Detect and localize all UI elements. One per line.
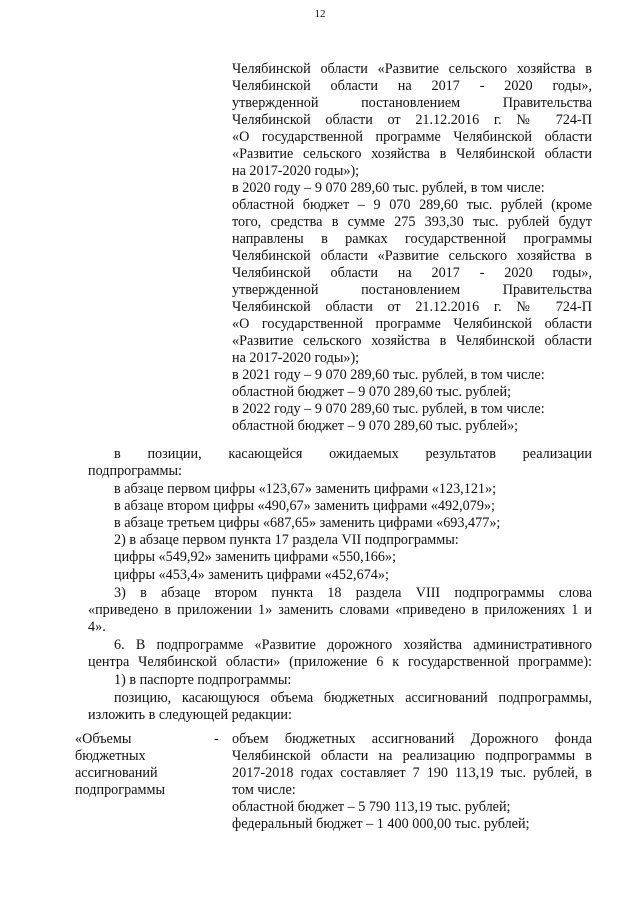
table-value-line: федеральный бюджет – 1 400 000,00 тыс. рублей; — [232, 816, 530, 832]
text-line: утвержденной постановлением Правительства — [232, 95, 592, 111]
text-line: Челябинской области от 21.12.2016 г. № 724-П — [232, 112, 592, 128]
text-line: «О государственной программе Челябинской области — [232, 316, 592, 332]
text-line: «Развитие сельского хозяйства в Челябинской области — [232, 333, 592, 349]
text-line: Челябинской области от 21.12.2016 г. № 724-П — [232, 299, 592, 315]
paragraph-line: 1) в паспорте подпрограммы: — [114, 672, 292, 688]
table-label-line: подпрограммы — [75, 782, 165, 798]
text-line: в 2020 году – 9 070 289,60 тыс. рублей, в том числе: — [232, 180, 545, 196]
text-line: областной бюджет – 9 070 289,60 тыс. рублей; — [232, 384, 512, 400]
paragraph-line: 4». — [88, 619, 106, 635]
paragraph-line: в абзаце первом цифры «123,67» заменить цифрами «123,121»; — [114, 481, 497, 497]
text-line: направлены в рамках государственной программы — [232, 231, 592, 247]
text-line: на 2017-2020 годы»); — [232, 350, 360, 366]
paragraph-line: 2) в абзаце первом пункта 17 раздела VII подпрограммы: — [114, 532, 459, 548]
paragraph-line: 6. В подпрограмме «Развитие дорожного хозяйства административного — [114, 637, 592, 653]
paragraph-line: «приведено в приложении 1» заменить словами «приведено в приложениях 1 и — [88, 602, 592, 618]
text-line: областной бюджет – 9 070 289,60 тыс. рублей (кроме — [232, 197, 592, 213]
paragraph-line: подпрограммы: — [88, 463, 182, 479]
table-value-line: объем бюджетных ассигнований Дорожного фонда — [232, 731, 592, 747]
text-line: на 2017-2020 годы»); — [232, 163, 360, 179]
paragraph-line: в позиции, касающейся ожидаемых результатов реализации — [114, 446, 592, 462]
paragraph-line: изложить в следующей редакции: — [88, 707, 292, 723]
paragraph-line: в абзаце третьем цифры «687,65» заменить цифрами «693,477»; — [114, 515, 501, 531]
table-dash: - — [214, 731, 219, 747]
paragraph-line: центра Челябинской области» (приложение 6 к государственной программе): — [88, 654, 592, 670]
table-label-line: ассигнований — [75, 765, 158, 781]
table-label-line: «Объемы — [75, 731, 132, 747]
page-number: 12 — [314, 8, 326, 20]
table-value-line: 2017-2018 годах составляет 7 190 113,19 тыс. рублей, в — [232, 765, 592, 781]
text-line: Челябинской области «Развитие сельского хозяйства в — [232, 248, 592, 264]
paragraph-line: цифры «453,4» заменить цифрами «452,674»; — [114, 567, 389, 583]
table-label-line: бюджетных — [75, 748, 146, 764]
text-line: областной бюджет – 9 070 289,60 тыс. рублей»; — [232, 418, 519, 434]
paragraph-line: цифры «549,92» заменить цифрами «550,166»; — [114, 549, 397, 565]
text-line: в 2021 году – 9 070 289,60 тыс. рублей, в том числе: — [232, 367, 545, 383]
text-line: Челябинской области на 2017 - 2020 годы», — [232, 78, 592, 94]
text-line: утвержденной постановлением Правительства — [232, 282, 592, 298]
paragraph-line: 3) в абзаце втором пункта 18 раздела VIII подпрограммы слова — [114, 585, 592, 601]
table-value-line: областной бюджет – 5 790 113,19 тыс. рублей; — [232, 799, 511, 815]
text-line: в 2022 году – 9 070 289,60 тыс. рублей, в том числе: — [232, 401, 545, 417]
text-line: «О государственной программе Челябинской области — [232, 129, 592, 145]
text-line: «Развитие сельского хозяйства в Челябинской области — [232, 146, 592, 162]
table-value-line: Челябинской области на реализацию подпрограммы в — [232, 748, 592, 764]
paragraph-line: в абзаце втором цифры «490,67» заменить цифрами «492,079»; — [114, 498, 495, 514]
paragraph-line: позицию, касающуюся объема бюджетных ассигнований подпрограммы, — [114, 690, 592, 706]
table-value-line: том числе: — [232, 782, 296, 798]
text-line: Челябинской области «Развитие сельского хозяйства в — [232, 61, 592, 77]
text-line: того, средства в сумме 275 393,30 тыс. рублей будут — [232, 214, 592, 230]
text-line: Челябинской области на 2017 - 2020 годы», — [232, 265, 592, 281]
